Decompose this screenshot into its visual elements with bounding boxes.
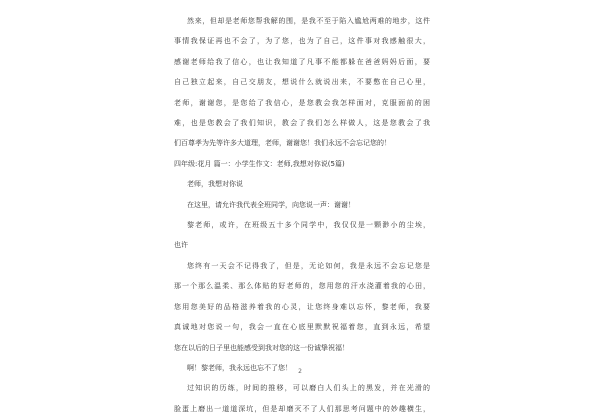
page-number: 2 [298, 368, 302, 375]
text-line: 难，也是您教会了我们知识，教会了我们怎么样做人，这是您教会了我 [174, 119, 430, 128]
text-line: 自己独立起来，自己交朋友，想说什么就说出来，不要憋在自己心里， [174, 78, 430, 87]
text-line: 真诚地对您说一句，我会一直在心底里默默祝福着您，直到永远，希望 [174, 323, 430, 332]
text-line: 那一个那么温柔、那么体贴的好老师的，您用您的汗水浇灌着我的心田， [174, 282, 430, 291]
text-line: 感谢老师给我了信心，也让我知道了凡事不能都躲在爸爸妈妈后面，要 [174, 57, 430, 66]
section-heading: 四年级:花月 篇一：小学生作文：老师,我想对你说(5篇) [174, 159, 345, 168]
text-line: 黎老师，或许，在班级五十多个同学中，我仅仅是一颗渺小的尘埃， [187, 221, 430, 230]
essay-title: 老师，我想对你说 [187, 180, 243, 189]
text-line: 也许 [174, 241, 188, 250]
text-line: 脸蛋上磨出一道道深坑，但是却磨灭不了人们那思考问题中的妙趣横生， [174, 404, 430, 413]
text-line: 然来，但却是老师您帮我解的围，是我不至于陷入尴尬两难的地步，这件 [187, 17, 430, 25]
text-line: 过知识的历练，时间的推移，可以磨白人们头上的黑发，并在光滑的 [187, 384, 430, 393]
text-line: 您用您美好的品格滋养着我的心灵，让您终身难以忘怀，黎老师，我要 [174, 302, 430, 311]
text-line: 事情我保证再也不会了，为了您，也为了自己，这件事对我感触很大， [174, 37, 430, 46]
text-line: 您在以后的日子里也能感受到我对您的这一份诚挚祝福！ [174, 343, 349, 352]
text-line: 啊！黎老师，我永远也忘不了您！ [187, 363, 292, 372]
document-body [174, 11, 430, 419]
text-line: 们百尊孝为先等许多大道理，老师，谢谢您！我们永远不会忘记您的！ [174, 139, 391, 148]
text-line: 您终有一天会不记得我了，但是，无论如何，我是永远不会忘记您是 [187, 261, 430, 270]
text-line: 在这里，请允许我代表全班同学，向您说一声：谢谢！ [187, 200, 355, 209]
text-line: 老师，谢谢您，是您给了我信心，是您教会我怎样面对，克服面前的困 [174, 98, 430, 107]
